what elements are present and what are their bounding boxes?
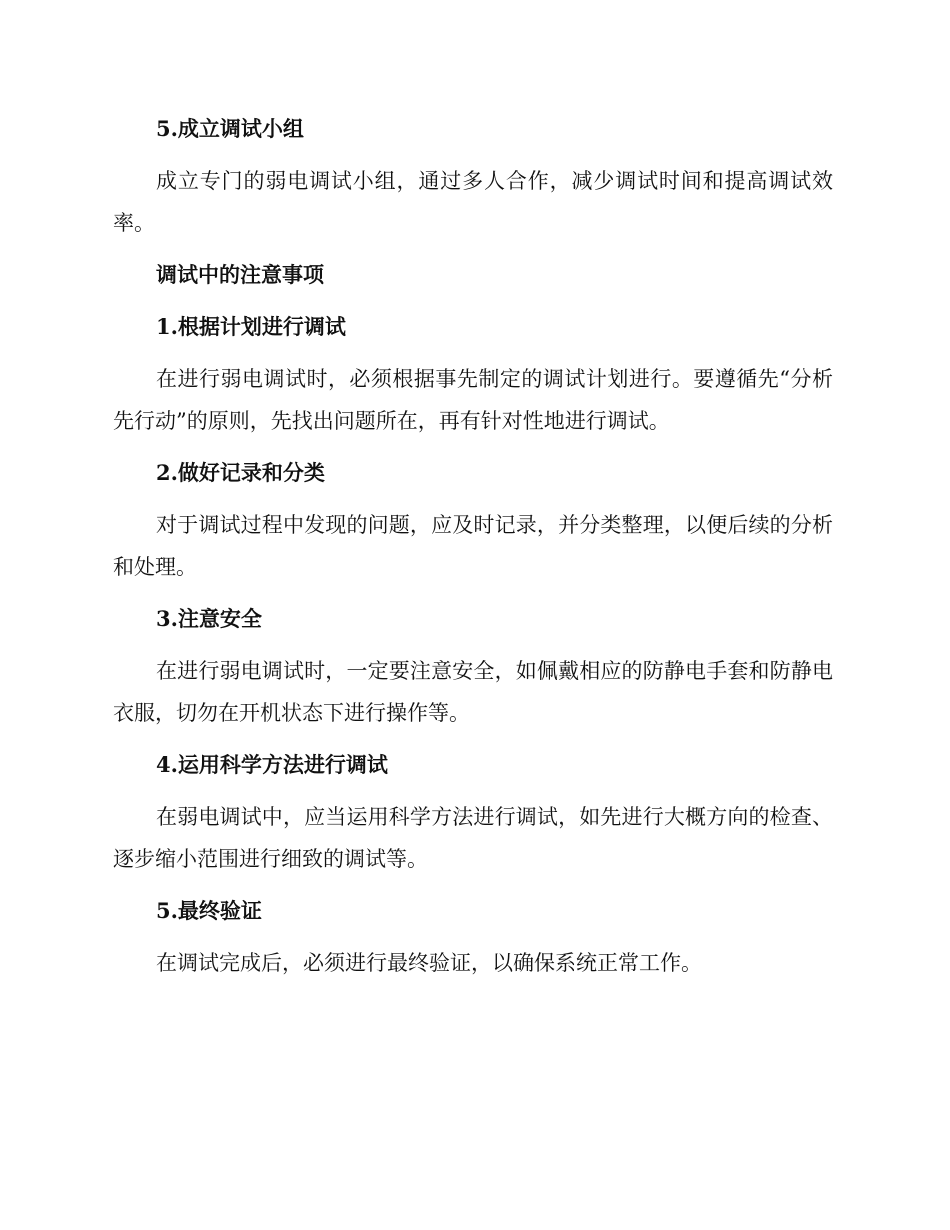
section-heading-precautions: 调试中的注意事项 <box>156 262 324 287</box>
document-body <box>113 108 833 994</box>
section-heading-final-verification: 5.最终验证 <box>156 898 262 923</box>
paragraph-follow-plan: 在进行弱电调试时，必须根据事先制定的调试计划进行。要遵循先“分析先行动”的原则，先找出问题所在，再有针对性地进行调试。 <box>113 367 833 433</box>
section-heading-safety: 3.注意安全 <box>156 606 262 631</box>
paragraph-safety: 在进行弱电调试时，一定要注意安全，如佩戴相应的防静电手套和防静电衣服，切勿在开机状态下进行操作等。 <box>113 659 833 725</box>
paragraph-establish-team: 成立专门的弱电调试小组，通过多人合作，减少调试时间和提高调试效率。 <box>113 169 833 235</box>
section-heading-follow-plan: 1.根据计划进行调试 <box>156 314 346 339</box>
paragraph-final-verification: 在调试完成后，必须进行最终验证，以确保系统正常工作。 <box>156 951 702 975</box>
section-heading-scientific-method: 4.运用科学方法进行调试 <box>156 752 388 777</box>
section-heading-establish-team: 5.成立调试小组 <box>156 116 304 141</box>
paragraph-scientific-method: 在弱电调试中，应当运用科学方法进行调试，如先进行大概方向的检查、逐步缩小范围进行细致的调试等。 <box>113 805 833 871</box>
section-heading-record-classify: 2.做好记录和分类 <box>156 460 325 485</box>
paragraph-record-classify: 对于调试过程中发现的问题，应及时记录，并分类整理，以便后续的分析和处理。 <box>113 513 833 579</box>
